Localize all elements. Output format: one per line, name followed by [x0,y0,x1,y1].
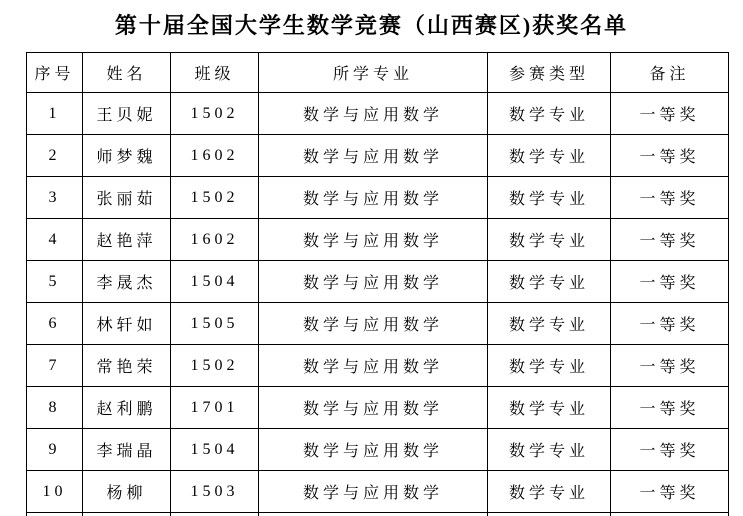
cell-major: 数学与应用数学 [259,387,488,429]
cell-seq: 7 [27,345,83,387]
cell-major [259,513,488,516]
cell-class [171,513,259,516]
cell-major: 数学与应用数学 [259,177,488,219]
cell-name: 常艳荣 [83,345,171,387]
cell-class: 1602 [171,219,259,261]
table-row [27,93,729,135]
table-header [27,53,729,93]
cell-name: 李瑞晶 [83,429,171,471]
cell-remark: 一等奖 [611,93,729,135]
cell-remark: 一等奖 [611,303,729,345]
table-row [27,261,729,303]
cell-name: 师梦魏 [83,135,171,177]
cell-type: 数学专业 [488,177,611,219]
cell-type: 数学专业 [488,261,611,303]
cell-type: 数学专业 [488,219,611,261]
header-name: 姓名 [83,53,171,93]
cell-type [488,513,611,516]
cell-major: 数学与应用数学 [259,261,488,303]
cell-major: 数学与应用数学 [259,429,488,471]
header-major: 所学专业 [259,53,488,93]
table-row [27,387,729,429]
cell-remark: 一等奖 [611,135,729,177]
cell-seq: 3 [27,177,83,219]
cell-major: 数学与应用数学 [259,471,488,513]
cell-major: 数学与应用数学 [259,135,488,177]
table-row [27,303,729,345]
cell-seq [27,513,83,516]
awards-table-partial [27,513,729,516]
table-row [27,429,729,471]
table-row [27,135,729,177]
cell-name: 王贝妮 [83,93,171,135]
cell-class: 1502 [171,93,259,135]
header-seq: 序号 [27,53,83,93]
cell-name [83,513,171,516]
header-type: 参赛类型 [488,53,611,93]
cell-seq: 9 [27,429,83,471]
cell-name: 林轩如 [83,303,171,345]
table-row [27,471,729,513]
header-class: 班级 [171,53,259,93]
cell-seq: 2 [27,135,83,177]
partial-row [27,513,729,516]
cell-name: 张丽茹 [83,177,171,219]
cell-type: 数学专业 [488,303,611,345]
cell-seq: 4 [27,219,83,261]
table-row [27,219,729,261]
cell-seq: 10 [27,471,83,513]
cell-major: 数学与应用数学 [259,219,488,261]
cell-remark: 一等奖 [611,219,729,261]
cell-remark: 一等奖 [611,387,729,429]
cell-name: 赵艳萍 [83,219,171,261]
cell-type: 数学专业 [488,429,611,471]
cell-seq: 5 [27,261,83,303]
table-row [27,345,729,387]
cell-class: 1701 [171,387,259,429]
page-title: 第十届全国大学生数学竞赛（山西赛区)获奖名单 [114,13,629,38]
cell-type: 数学专业 [488,93,611,135]
cell-remark: 一等奖 [611,261,729,303]
table-row [27,177,729,219]
cell-remark: 一等奖 [611,429,729,471]
cell-seq: 6 [27,303,83,345]
cell-remark: 一等奖 [611,471,729,513]
cell-type: 数学专业 [488,471,611,513]
cell-name: 杨柳 [83,471,171,513]
awards-table [26,52,729,516]
cell-name: 赵利鹏 [83,387,171,429]
header-remark: 备注 [611,53,729,93]
cell-class: 1502 [171,345,259,387]
cell-class: 1503 [171,471,259,513]
cell-remark: 一等奖 [611,177,729,219]
header-row [27,53,729,93]
cell-class: 1504 [171,429,259,471]
cell-class: 1602 [171,135,259,177]
cell-class: 1505 [171,303,259,345]
cell-type: 数学专业 [488,387,611,429]
awards-table-body [27,93,729,513]
cell-major: 数学与应用数学 [259,93,488,135]
cell-remark: 一等奖 [611,345,729,387]
cell-major: 数学与应用数学 [259,345,488,387]
cell-type: 数学专业 [488,345,611,387]
cell-name: 李晟杰 [83,261,171,303]
cell-type: 数学专业 [488,135,611,177]
cell-seq: 1 [27,93,83,135]
cell-class: 1502 [171,177,259,219]
cell-class: 1504 [171,261,259,303]
cell-remark [611,513,729,516]
cell-major: 数学与应用数学 [259,303,488,345]
cell-seq: 8 [27,387,83,429]
